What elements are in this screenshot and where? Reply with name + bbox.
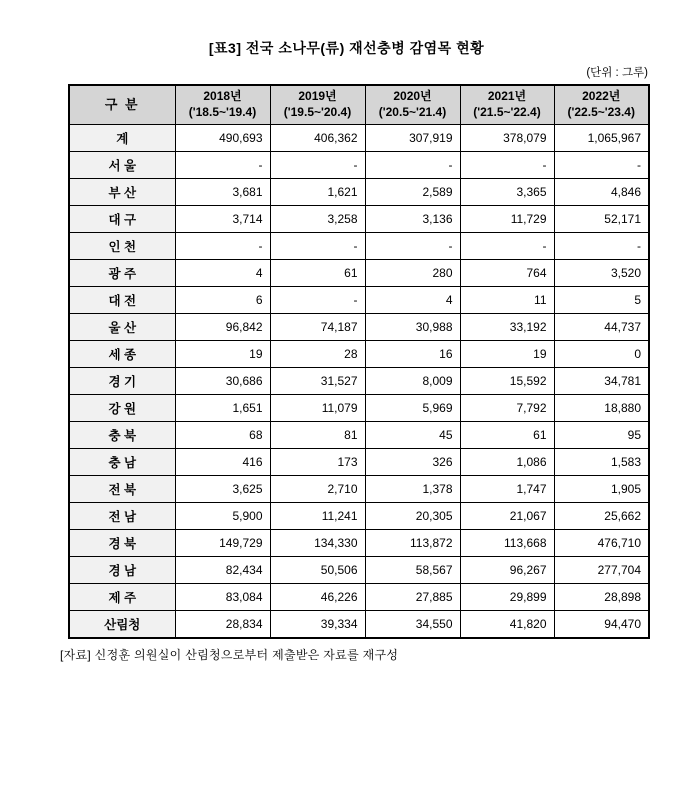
value-cell: 113,872 xyxy=(365,530,460,557)
value-cell: 1,065,967 xyxy=(554,125,649,152)
value-cell: 1,583 xyxy=(554,449,649,476)
value-cell: 39,334 xyxy=(270,611,365,639)
header-row xyxy=(69,85,649,125)
value-cell: 11,079 xyxy=(270,395,365,422)
value-cell: 490,693 xyxy=(175,125,270,152)
value-cell: 30,686 xyxy=(175,368,270,395)
year-range-label: ('19.5~'20.4) xyxy=(283,105,352,119)
value-cell: 41,820 xyxy=(460,611,554,639)
value-cell: 33,192 xyxy=(460,314,554,341)
year-label: 2021년 xyxy=(487,89,527,104)
value-cell: 96,842 xyxy=(175,314,270,341)
table-row xyxy=(69,125,649,152)
value-cell: 8,009 xyxy=(365,368,460,395)
value-cell: 18,880 xyxy=(554,395,649,422)
value-cell: 4 xyxy=(365,287,460,314)
value-cell: 45 xyxy=(365,422,460,449)
value-cell: 7,792 xyxy=(460,395,554,422)
value-cell: 11 xyxy=(460,287,554,314)
value-cell: 2,589 xyxy=(365,179,460,206)
value-cell: 416 xyxy=(175,449,270,476)
table-row xyxy=(69,341,649,368)
value-cell: 96,267 xyxy=(460,557,554,584)
table-body xyxy=(69,125,649,639)
value-cell: 44,737 xyxy=(554,314,649,341)
table-row xyxy=(69,152,649,179)
value-cell: 74,187 xyxy=(270,314,365,341)
region-cell: 대 구 xyxy=(69,206,175,233)
value-cell: 82,434 xyxy=(175,557,270,584)
region-cell: 충 남 xyxy=(69,449,175,476)
value-cell: 3,365 xyxy=(460,179,554,206)
value-cell: 2,710 xyxy=(270,476,365,503)
value-cell: 149,729 xyxy=(175,530,270,557)
table-row xyxy=(69,368,649,395)
value-cell: 61 xyxy=(460,422,554,449)
value-cell: 11,241 xyxy=(270,503,365,530)
table-row xyxy=(69,395,649,422)
value-cell: 277,704 xyxy=(554,557,649,584)
value-cell: 58,567 xyxy=(365,557,460,584)
value-cell: 764 xyxy=(460,260,554,287)
value-cell: 34,550 xyxy=(365,611,460,639)
region-cell: 울 산 xyxy=(69,314,175,341)
value-cell: - xyxy=(554,152,649,179)
region-cell: 세 종 xyxy=(69,341,175,368)
value-cell: 326 xyxy=(365,449,460,476)
value-cell: 11,729 xyxy=(460,206,554,233)
value-cell: 52,171 xyxy=(554,206,649,233)
value-cell: - xyxy=(365,152,460,179)
value-cell: 5 xyxy=(554,287,649,314)
region-cell: 전 북 xyxy=(69,476,175,503)
value-cell: 0 xyxy=(554,341,649,368)
region-cell: 광 주 xyxy=(69,260,175,287)
value-cell: 3,625 xyxy=(175,476,270,503)
value-cell: 81 xyxy=(270,422,365,449)
value-cell: 95 xyxy=(554,422,649,449)
region-cell: 충 북 xyxy=(69,422,175,449)
table-row xyxy=(69,206,649,233)
table-row xyxy=(69,611,649,639)
value-cell: - xyxy=(365,233,460,260)
year-label: 2018년 xyxy=(203,89,242,104)
value-cell: 16 xyxy=(365,341,460,368)
value-cell: - xyxy=(175,152,270,179)
region-cell: 인 천 xyxy=(69,233,175,260)
value-cell: 34,781 xyxy=(554,368,649,395)
unit-label: (단위 : 그루) xyxy=(586,67,648,79)
region-cell: 제 주 xyxy=(69,584,175,611)
table-row xyxy=(69,503,649,530)
table-row xyxy=(69,179,649,206)
region-cell: 경 기 xyxy=(69,368,175,395)
table-row xyxy=(69,476,649,503)
table-row xyxy=(69,449,649,476)
value-cell: 4,846 xyxy=(554,179,649,206)
value-cell: 173 xyxy=(270,449,365,476)
value-cell: - xyxy=(270,233,365,260)
value-cell: 28 xyxy=(270,341,365,368)
year-label: 2022년 xyxy=(582,89,621,104)
year-range-label: ('18.5~'19.4) xyxy=(188,105,257,119)
value-cell: - xyxy=(175,233,270,260)
year-header-cell xyxy=(175,85,270,125)
table-title: [표3] 전국 소나무(류) 재선충병 감염목 현황 xyxy=(208,40,485,56)
value-cell: 28,834 xyxy=(175,611,270,639)
region-cell: 산림청 xyxy=(69,611,175,639)
value-cell: 5,969 xyxy=(365,395,460,422)
year-header-cell xyxy=(365,85,460,125)
value-cell: 19 xyxy=(175,341,270,368)
value-cell: 83,084 xyxy=(175,584,270,611)
value-cell: 4 xyxy=(175,260,270,287)
value-cell: 30,988 xyxy=(365,314,460,341)
value-cell: 27,885 xyxy=(365,584,460,611)
value-cell: 307,919 xyxy=(365,125,460,152)
value-cell: 46,226 xyxy=(270,584,365,611)
table-row xyxy=(69,557,649,584)
value-cell: 406,362 xyxy=(270,125,365,152)
table-row xyxy=(69,233,649,260)
value-cell: 3,681 xyxy=(175,179,270,206)
corner-header-cell: 구 분 xyxy=(69,85,175,125)
table-row xyxy=(69,314,649,341)
value-cell: - xyxy=(460,233,554,260)
document-page xyxy=(0,38,693,792)
region-cell: 부 산 xyxy=(69,179,175,206)
value-cell: 1,621 xyxy=(270,179,365,206)
value-cell: 280 xyxy=(365,260,460,287)
value-cell: 1,905 xyxy=(554,476,649,503)
value-cell: 21,067 xyxy=(460,503,554,530)
infection-count-table xyxy=(68,84,650,639)
value-cell: 3,520 xyxy=(554,260,649,287)
value-cell: 3,714 xyxy=(175,206,270,233)
region-cell: 경 북 xyxy=(69,530,175,557)
value-cell: 5,900 xyxy=(175,503,270,530)
value-cell: 378,079 xyxy=(460,125,554,152)
year-label: 2020년 xyxy=(393,89,432,104)
value-cell: - xyxy=(460,152,554,179)
value-cell: 50,506 xyxy=(270,557,365,584)
value-cell: 113,668 xyxy=(460,530,554,557)
table-row xyxy=(69,530,649,557)
value-cell: 94,470 xyxy=(554,611,649,639)
value-cell: 1,747 xyxy=(460,476,554,503)
year-header-cell xyxy=(270,85,365,125)
region-cell: 대 전 xyxy=(69,287,175,314)
value-cell: - xyxy=(270,287,365,314)
value-cell: 25,662 xyxy=(554,503,649,530)
source-note: [자료] 신정훈 의원실이 산림청으로부터 제출받은 자료를 재구성 xyxy=(60,648,399,662)
year-range-label: ('21.5~'22.4) xyxy=(473,105,541,119)
year-label: 2019년 xyxy=(298,89,337,104)
value-cell: 6 xyxy=(175,287,270,314)
table-row xyxy=(69,287,649,314)
region-cell: 경 남 xyxy=(69,557,175,584)
table-row xyxy=(69,422,649,449)
value-cell: 20,305 xyxy=(365,503,460,530)
value-cell: 1,086 xyxy=(460,449,554,476)
value-cell: 28,898 xyxy=(554,584,649,611)
value-cell: - xyxy=(554,233,649,260)
region-cell: 계 xyxy=(69,125,175,152)
value-cell: - xyxy=(270,152,365,179)
value-cell: 1,378 xyxy=(365,476,460,503)
value-cell: 68 xyxy=(175,422,270,449)
value-cell: 61 xyxy=(270,260,365,287)
value-cell: 134,330 xyxy=(270,530,365,557)
value-cell: 15,592 xyxy=(460,368,554,395)
region-cell: 전 남 xyxy=(69,503,175,530)
region-cell: 강 원 xyxy=(69,395,175,422)
value-cell: 1,651 xyxy=(175,395,270,422)
value-cell: 29,899 xyxy=(460,584,554,611)
value-cell: 19 xyxy=(460,341,554,368)
table-row xyxy=(69,260,649,287)
year-header-cell xyxy=(554,85,649,125)
region-cell: 서 울 xyxy=(69,152,175,179)
year-range-label: ('22.5~'23.4) xyxy=(567,105,635,119)
year-header-cell xyxy=(460,85,554,125)
value-cell: 3,136 xyxy=(365,206,460,233)
value-cell: 476,710 xyxy=(554,530,649,557)
year-range-label: ('20.5~'21.4) xyxy=(378,105,447,119)
value-cell: 31,527 xyxy=(270,368,365,395)
value-cell: 3,258 xyxy=(270,206,365,233)
table-header xyxy=(69,85,649,125)
table-row xyxy=(69,584,649,611)
